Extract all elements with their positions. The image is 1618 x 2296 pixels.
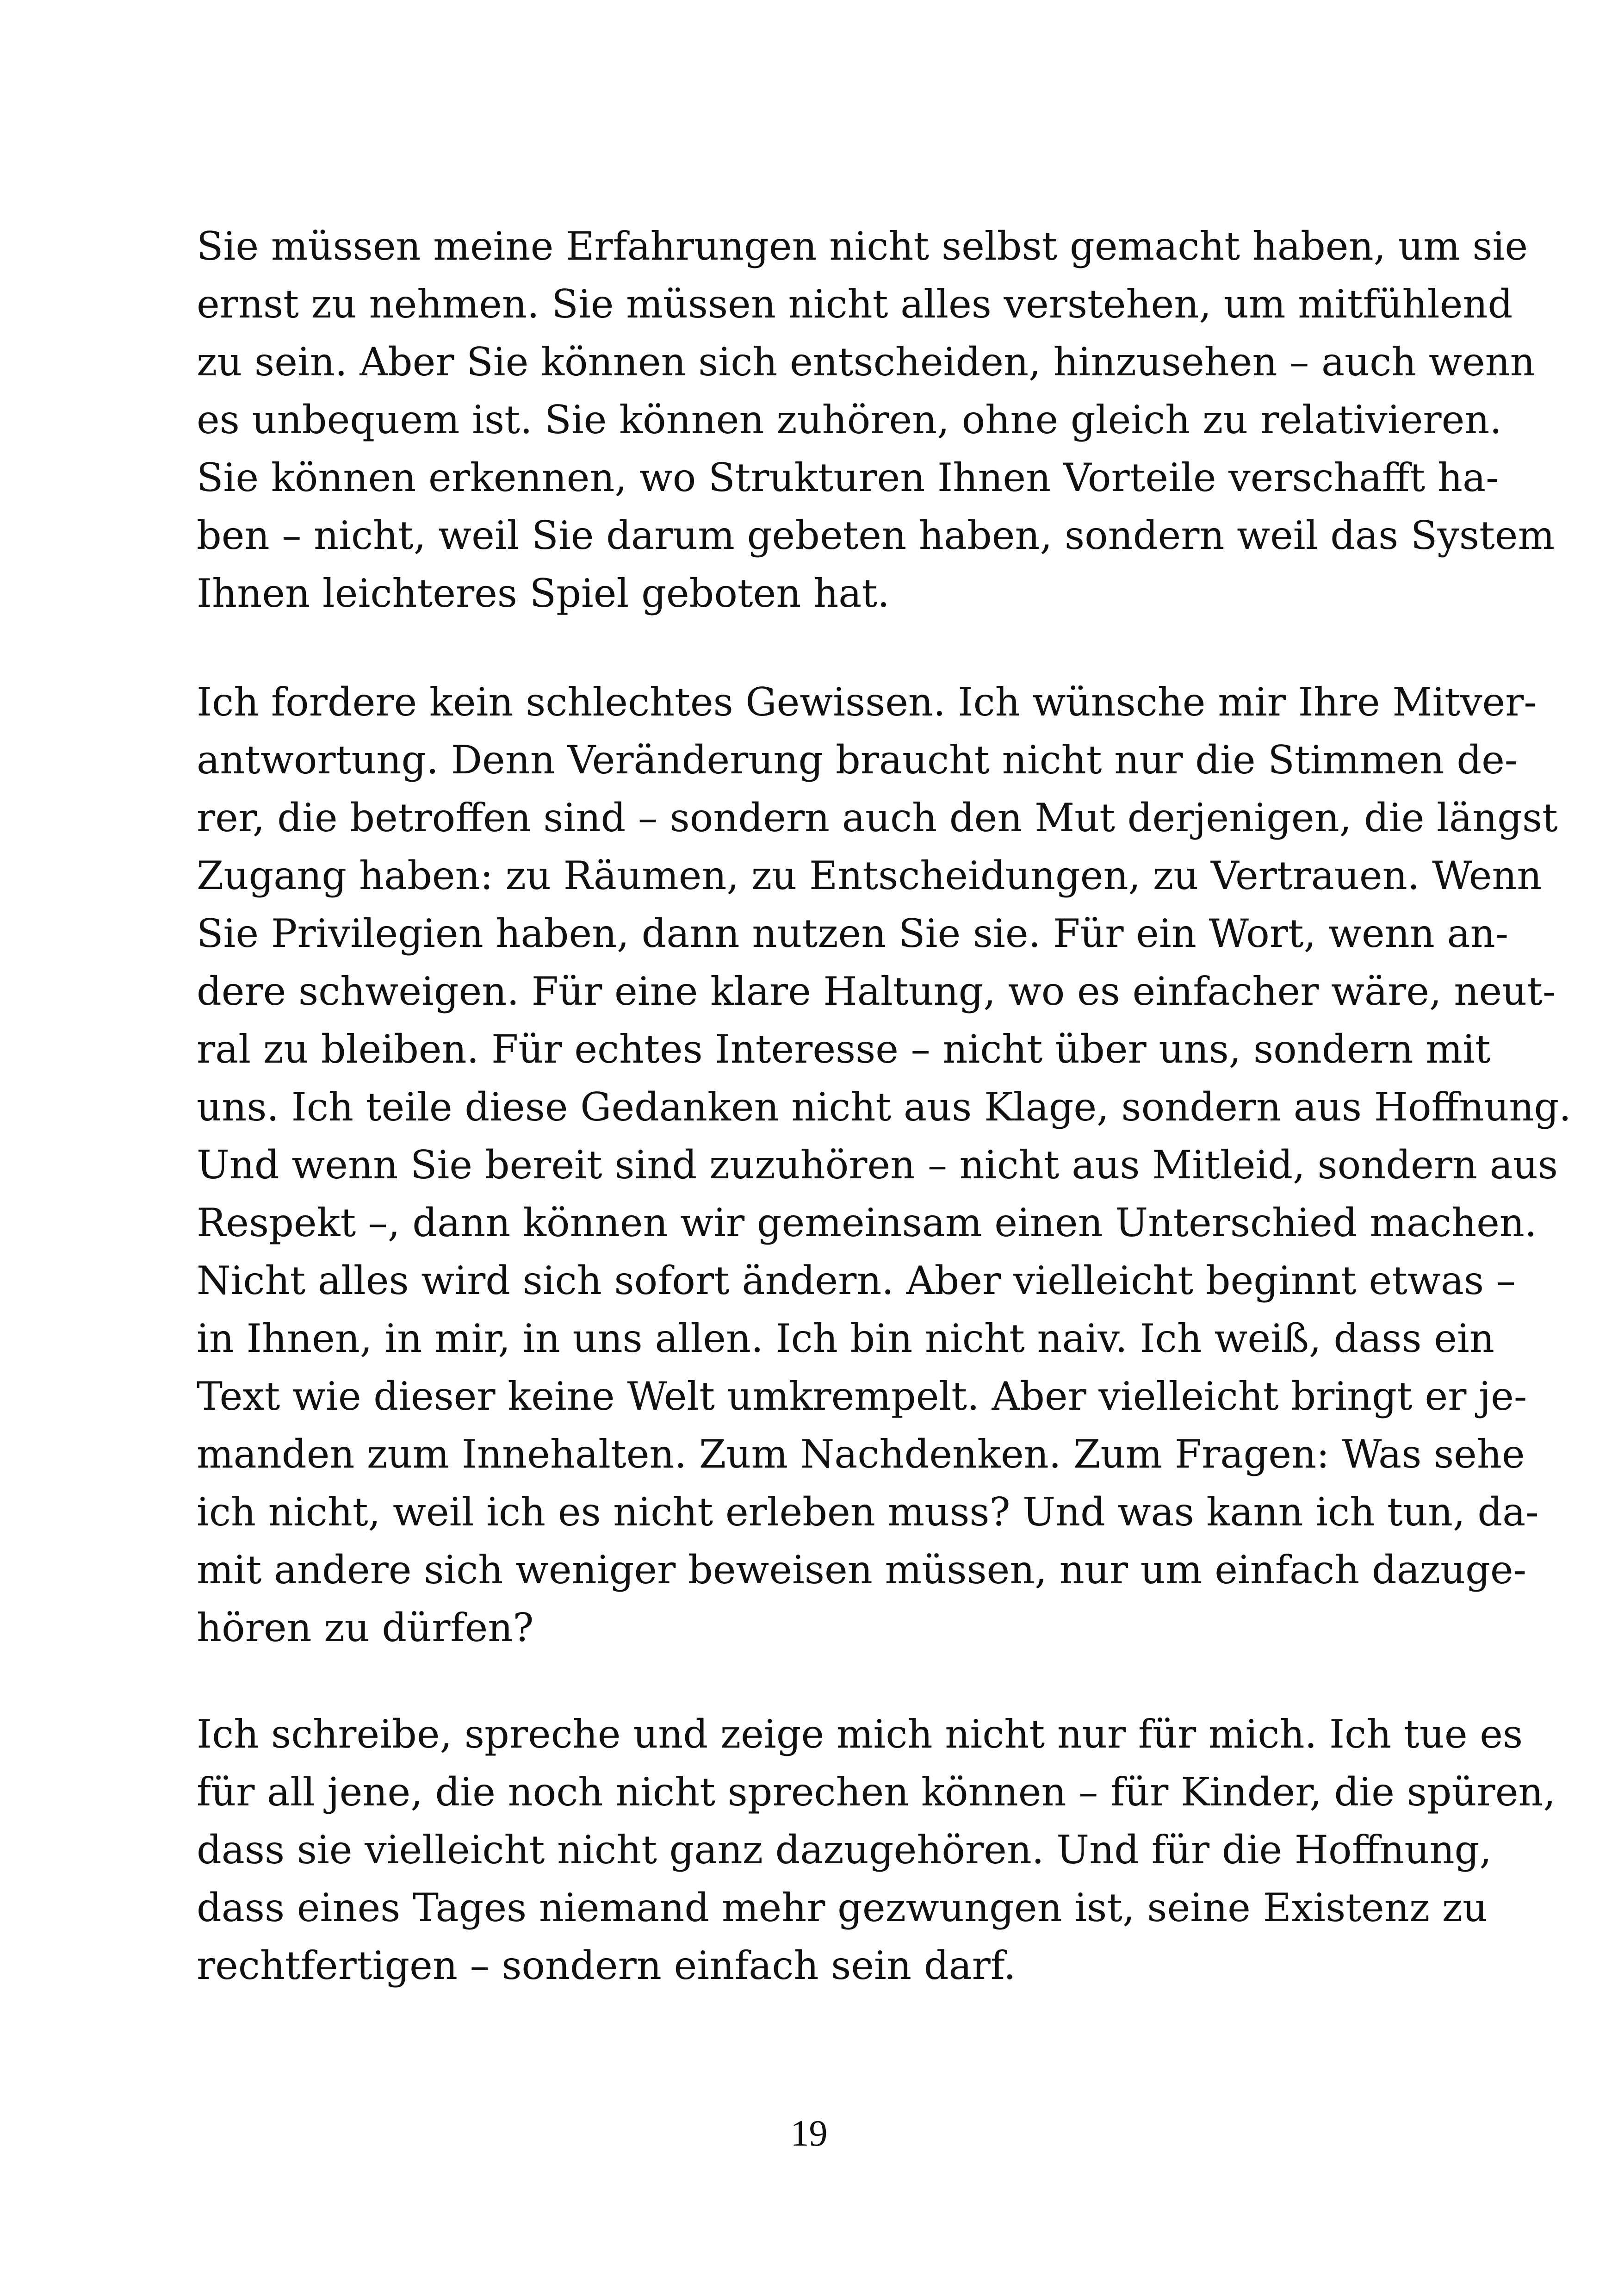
text-line: Sie Privilegien haben, dann nutzen Sie sie. Für ein Wort, wenn an- (197, 911, 1509, 956)
paragraph-3 (197, 1705, 1556, 1995)
text-line: antwortung. Denn Veränderung braucht nicht nur die Stimmen de- (197, 737, 1518, 783)
text-line: dass eines Tages niemand mehr gezwungen ist, seine Existenz zu (197, 1885, 1488, 1930)
text-line: Nicht alles wird sich sofort ändern. Aber vielleicht beginnt etwas – (197, 1258, 1516, 1303)
text-line: ben – nicht, weil Sie darum gebeten haben, sondern weil das System (197, 513, 1555, 558)
text-line: Sie müssen meine Erfahrungen nicht selbst gemacht haben, um sie (197, 224, 1528, 269)
text-line: Respekt –, dann können wir gemeinsam einen Unterschied machen. (197, 1200, 1537, 1245)
text-line: hören zu dürfen? (197, 1605, 534, 1650)
text-line: Und wenn Sie bereit sind zuzuhören – nicht aus Mitleid, sondern aus (197, 1142, 1558, 1188)
text-line: zu sein. Aber Sie können sich entscheiden, hinzusehen – auch wenn (197, 339, 1535, 385)
text-line: Sie können erkennen, wo Strukturen Ihnen Vorteile verschafft ha- (197, 455, 1499, 500)
text-line: mit andere sich weniger beweisen müssen, nur um einfach dazuge- (197, 1547, 1526, 1593)
text-line: manden zum Innehalten. Zum Nachdenken. Zum Fragen: Was sehe (197, 1431, 1525, 1477)
text-line: ich nicht, weil ich es nicht erleben muss? Und was kann ich tun, da- (197, 1489, 1539, 1535)
text-line: Text wie dieser keine Welt umkrempelt. Aber vielleicht bringt er je- (197, 1374, 1527, 1419)
text-line: Ich schreibe, spreche und zeige mich nicht nur für mich. Ich tue es (197, 1711, 1523, 1757)
text-line: Ich fordere kein schlechtes Gewissen. Ich wünsche mir Ihre Mitver- (197, 679, 1537, 725)
text-line: uns. Ich teile diese Gedanken nicht aus Klage, sondern aus Hoffnung. (197, 1084, 1572, 1130)
page-number: 19 (790, 2113, 828, 2154)
text-line: es unbequem ist. Sie können zuhören, ohne gleich zu relativieren. (197, 397, 1502, 442)
text-line: rechtfertigen – sondern einfach sein darf. (197, 1943, 1016, 1988)
paragraph-2 (197, 673, 1572, 1657)
text-line: dere schweigen. Für eine klare Haltung, wo es einfacher wäre, neut- (197, 969, 1556, 1014)
text-line: dass sie vielleicht nicht ganz dazugehören. Und für die Hoffnung, (197, 1827, 1492, 1873)
text-line: Ihnen leichteres Spiel geboten hat. (197, 571, 890, 616)
text-line: ernst zu nehmen. Sie müssen nicht alles verstehen, um mitfühlend (197, 281, 1513, 327)
paragraph-1 (197, 218, 1555, 622)
text-line: für all jene, die noch nicht sprechen können – für Kinder, die spüren, (197, 1769, 1556, 1815)
text-line: Zugang haben: zu Räumen, zu Entscheidungen, zu Vertrauen. Wenn (197, 853, 1542, 898)
text-line: rer, die betroffen sind – sondern auch den Mut derjenigen, die längst (197, 795, 1558, 840)
text-line: in Ihnen, in mir, in uns allen. Ich bin nicht naiv. Ich weiß, dass ein (197, 1316, 1494, 1361)
text-line: ral zu bleiben. Für echtes Interesse – nicht über uns, sondern mit (197, 1027, 1491, 1072)
